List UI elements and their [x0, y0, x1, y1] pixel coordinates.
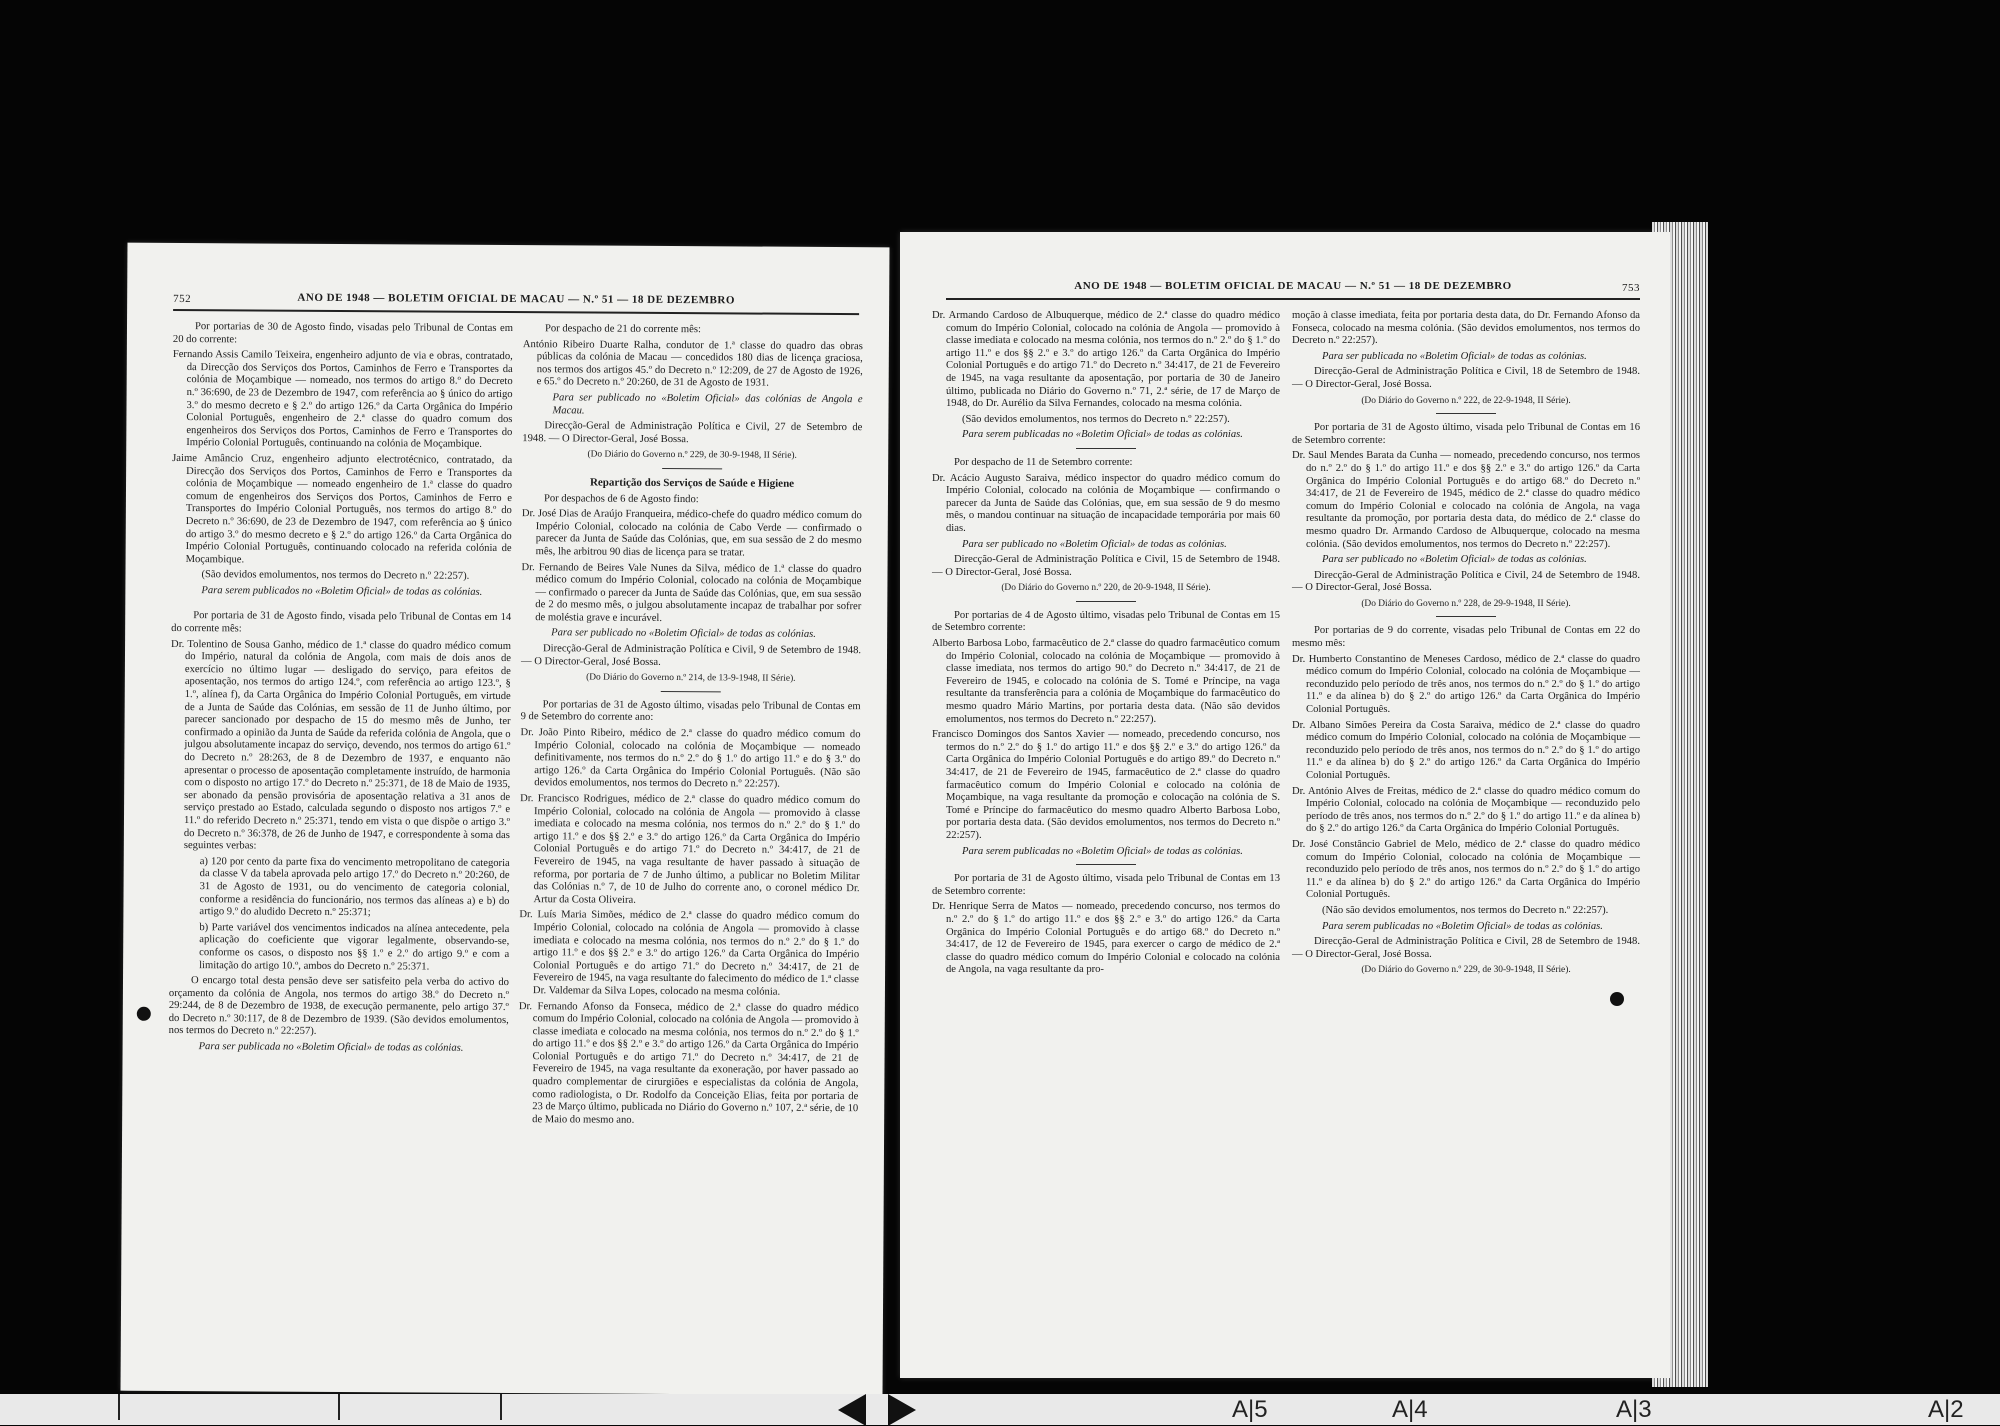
paragraph: Direcção-Geral de Administração Política e Civil, 27 de Setembro de 1948. — O Director-Geral, José Bossa. — [522, 420, 863, 445]
paragraph: Para ser publicado no «Boletim Oficial» de todas as colónias. — [551, 627, 816, 641]
film-tick — [118, 1394, 120, 1420]
paragraph: António Ribeiro Duarte Ralha, condutor de 1.ª classe do quadro das obras públicas da colónia de Macau — concedidos 180 dias de licença graciosa, nos termos dos artigos 45.º do Decreto n.º 12:209, de 27 de Agosto de 1926, e 65.º do Decreto n.º 20:260, de 31 de Agosto de 1931. — [522, 338, 863, 389]
paragraph: Por portaria de 31 de Agosto último, visada pelo Tribunal de Contas em 13 de Setembro corrente: — [932, 873, 1280, 897]
paragraph: Dr. João Pinto Ribeiro, médico de 2.ª classe do quadro médico comum do Império Colonial, colocado na colónia de Moçambique — nomeado definitivamente, nos termos do n.º 2.º do § 1.º do artigo 11.º e do § 3.º do artigo 126.º da Carta Orgânica do Império Colonial Português. (Não são devidos emolumentos, nos termos do Decreto n.º 22:257). — [520, 727, 861, 791]
paragraph: Para ser publicada no «Boletim Oficial» de todas as colónias. — [198, 1041, 464, 1054]
paragraph: Francisco Domingos dos Santos Xavier — nomeado, precedendo concurso, nos termos do n.º 2.º do § 1.º do artigo 11.º e dos §§ 2.º e 3.º do artigo 126.º da Carta Orgânica do Império Colonial Português e do artigo 89.º do Decreto n.º 34:417, de 21 de Fevereiro de 1945, farmacêutico de 2.ª classe do quadro farmacêutico comum do Império Colonial e colocado na colónia de Moçambique, na vaga resultante da promoção e colocação na colónia de S. Tomé e Príncipe do farmacêutico do mesmo quadro Alberto Barbosa Lobo, por portaria desta data. (São devidos emolumentos, nos termos do Decreto n.º 22:257). — [932, 729, 1280, 841]
paragraph: Dr. António Alves de Freitas, médico de 2.ª classe do quadro médico comum do Império Colonial, colocado na colónia de Moçambique — reconduzido pelo período de três anos, nos termos do n.º 2.º do § 1.º do artigo 11.º e da alínea b) do § 2.º do artigo 126.º da Carta Orgânica do Império Colonial Português. — [1292, 785, 1640, 835]
paragraph: Por portaria de 31 de Agosto último, visada pelo Tribunal de Contas em 16 de Setembro corrente: — [1292, 422, 1640, 446]
paragraph: (Do Diário do Governo n.º 214, de 13-9-1948, II Série). — [586, 672, 796, 685]
paragraph: Por portarias de 30 de Agosto findo, visadas pelo Tribunal de Contas em 20 do corrente: — [172, 321, 514, 345]
paragraph: Dr. Tolentino de Sousa Ganho, médico de 1.ª classe do quadro médico comum do Império, natural da colónia de Angola, com mais de dois anos de exercício no último lugar — desligado do serviço, para efeitos de aposentação, nos termos do artigo 124.º, com referência ao artigo 123.º, § 1.º, alínea f), da Carta Orgânica do Império Colonial Português, em virtude de a Junta de Saúde das Colónias, em sessão de 11 de Junho último, por parecer sancionado por despacho de 15 do mesmo mês de Junho, ter confirmado a opinião da Junta de Saúde da referida colónia de Angola, que o julgou absolutamente incapaz do serviço, devendo, nos termos do artigo 61.º do Decreto n.º 28:263, de 8 de Dezembro de 1937, e enquanto não apresentar o processo de aposentação completamente instruído, de harmonia com o disposto no artigo 17.º do Decreto n.º 25:371, de 18 de Maio de 1935, ser abonado da pensão provisória de aposentação relativa a 31 anos de serviço prestado ao Estado, calculada segundo o disposto nos artigos 7.º e 11.º do referido Decreto n.º 25:371, tendo em vista o que dispõe o artigo 3.º do Decreto n.º 36:378, de 26 de Junho de 1947, e correspondente à soma das seguintes verbas: — [171, 638, 512, 852]
section-rule — [662, 468, 722, 469]
film-mark: A|4 — [1392, 1396, 1428, 1423]
header-title: ANO DE 1948 — BOLETIM OFICIAL DE MACAU — N.º 51 — 18 DE DEZEMBRO — [1074, 280, 1512, 292]
paragraph: a) 120 por cento da parte fixa do vencimento metropolitano de categoria da classe V da tabela aprovada pelo artigo 17.º do Decreto n.º 20:260, de 31 de Agosto de 1931, ou do vencimento de categoria colonial, conforme a residência do funcionário, nos termos das alíneas a) e b) do artigo 9.º do aludido Decreto n.º 25:371; — [199, 855, 510, 919]
section-rule — [661, 691, 721, 692]
section-rule — [1436, 413, 1496, 414]
paragraph: Dr. Armando Cardoso de Albuquerque, médico de 2.ª classe do quadro médico comum do Império Colonial, colocado na colónia de Angola — promovido à classe imediata e colocado na mesma colónia, nos termos do n.º 2.º do § 1.º do artigo 11.º e dos §§ 2.º e 3.º do artigo 126.º da Carta Orgânica do Império Colonial Português e do artigo 71.º do Decreto n.º 34:417, de 21 de Fevereiro de 1945, na vaga resultante da aposentação, por portaria de 30 de Janeiro último, publicada no Diário do Governo n.º 71, 2.ª série, de 17 de Março de 1948, do Dr. Aurélio da Silva Fernandes, colocado na mesma colónia. — [932, 310, 1280, 410]
paragraph: Dr. Henrique Serra de Matos — nomeado, precedendo concurso, nos termos do n.º 2.º do § 1.º do artigo 11.º e dos §§ 2.º e 3.º do artigo 126.º da Carta Orgânica do Império Colonial Português e do artigo 68.º do Decreto n.º 34:417, de 12 de Fevereiro de 1945, para exercer o cargo de médico de 2.ª classe do quadro médico comum do Império Colonial e colocado na colónia de Angola, na vaga resultante da pro- — [932, 901, 1280, 976]
paragraph: Por despachos de 6 de Agosto findo: — [543, 492, 699, 505]
paragraph: (Do Diário do Governo n.º 228, de 29-9-1948, II Série). — [1361, 598, 1571, 609]
paragraph: Jaime Amâncio Cruz, engenheiro adjunto electrotécnico, contratado, da Direcção dos Serviços dos Portos, Caminhos de Ferro e Transportes da colónia de Moçambique — nomeado engenheiro de 1.ª classe do quadro comum de engenheiros dos Serviços dos Portos, Caminhos de Ferro e Transportes do Império Colonial Português, nos termos do artigo 8.º do Decreto n.º 36:690, de 23 de Dezembro de 1947, com referência ao § único do artigo 3.º do mesmo decreto e § 2.º do artigo 126.º da Carta Orgânica do Império Colonial Português, continuando colocado na referida colónia de Moçambique. — [172, 452, 513, 566]
film-arrow-left — [838, 1394, 866, 1426]
microfilm-strip — [0, 1394, 2000, 1425]
paragraph: (São devidos emolumentos, nos termos do Decreto n.º 22:257). — [201, 569, 470, 583]
paragraph: Dr. José Dias de Araújo Franqueira, médico-chefe do quadro médico comum do Império Colonial, colocado na colónia de Cabo Verde — confirmado o parecer da Junta de Saúde das Colónias, que, em sua sessão de 2 do mesmo mês, lhe arbitrou 90 dias de licença para se tratar. — [521, 508, 862, 559]
paragraph: Direcção-Geral de Administração Política e Civil, 18 de Setembro de 1948. — O Director-Geral, José Bossa. — [1292, 366, 1640, 390]
paragraph: Para serem publicadas no «Boletim Oficial» de todas as colónias. — [962, 429, 1243, 441]
paragraph: Dr. Saul Mendes Barata da Cunha — nomeado, precedendo concurso, nos termos do n.º 2.º do § 1.º do artigo 11.º e dos §§ 2.º e 3.º do artigo 126.º da Carta Orgânica do Império Colonial Português e do artigo 68.º do Decreto n.º 34:417, de 21 de Fevereiro de 1945, médico de 2.ª classe do quadro médico comum do Império Colonial e colocado na colónia de Angola, na vaga resultante da promoção, por portaria desta data, do médico de 2.ª classe do mesmo quadro Dr. Armando Cardoso de Albuquerque, colocado na mesma colónia. (São devidos emolumentos, nos termos do Decreto n.º 22:257). — [1292, 450, 1640, 550]
paragraph: Por despacho de 11 de Setembro corrente: — [954, 456, 1133, 468]
paragraph: Por portarias de 4 de Agosto último, visadas pelo Tribunal de Contas em 15 de Setembro corrente: — [932, 609, 1280, 634]
paragraph: Dr. Albano Simões Pereira da Costa Saraiva, médico de 2.ª classe do quadro médico comum do Império Colonial, colocado na colónia de Moçambique — reconduzido pelo período de três anos, nos termos do n.º 2.º do § 1.º do artigo 11.º e da alínea b) do § 2.º do artigo 126.º da Carta Orgânica do Império Colonial Português. — [1292, 719, 1640, 781]
column-2 — [518, 323, 863, 1131]
paragraph: O encargo total desta pensão deve ser satisfeito pela verba do activo do orçamento da colónia de Angola, nos termos do artigo 38.º do Decreto n.º 29:244, de 8 de Dezembro de 1938, de execução permanente, pelo artigo 37.º do Decreto n.º 30:117, de 8 de Dezembro de 1939. (São devidos emolumentos, nos termos do Decreto n.º 22:257). — [168, 975, 510, 1038]
paragraph: b) Parte variável dos vencimentos indicados na alínea antecedente, pela aplicação do coeficiente que vigorar legalmente, observando-se, conforme os casos, o disposto nos §§ 1.º e 2.º do artigo 9.º e com a limitação do artigo 10.º, ambos do Decreto n.º 25:371. — [199, 921, 510, 973]
column-1 — [932, 310, 1280, 980]
paragraph: Para ser publicada no «Boletim Oficial» de todas as colónias. — [1322, 350, 1587, 362]
paragraph: (Do Diário do Governo n.º 220, de 20-9-1948, II Série). — [1001, 583, 1211, 594]
paragraph: Para ser publicado no «Boletim Oficial» de todas as colónias. — [962, 538, 1227, 550]
paragraph: Dr. Fernando de Beires Vale Nunes da Silva, médico de 1.ª classe do quadro médico comum do Império Colonial, colocado na colónia de Moçambique — confirmado o parecer da Junta de Saúde das Colónias, que, em sua sessão de 2 do mesmo mês, o julgou absolutamente incapaz de trabalhar por sofrer de moléstia grave e incurável. — [521, 561, 862, 624]
paragraph: Para serem publicados no «Boletim Oficial» de todas as colónias. — [201, 585, 483, 598]
page-number: 753 — [1622, 282, 1640, 294]
paragraph: Por portaria de 31 de Agosto findo, visada pelo Tribunal de Contas em 14 do corrente mês: — [171, 610, 512, 635]
paragraph: Repartição dos Serviços de Saúde e Higiene — [589, 476, 795, 490]
column-1 — [169, 321, 513, 1059]
column-2 — [1292, 310, 1640, 983]
binding-hole — [137, 1007, 151, 1021]
binding-hole — [1610, 992, 1624, 1006]
paragraph: Dr. Fernando Afonso da Fonseca, médico de 2.ª classe do quadro médico comum do Império Colonial, colocado na colónia de Angola — promovido à classe imediata e colocado na mesma colónia, nos termos do n.º 2.º do § 1.º do artigo 11.º e dos §§ 2.º e 3.º do artigo 126.º da Carta Orgânica do Império Colonial Português e do artigo 71.º do Decreto n.º 34:417, de 21 de Fevereiro de 1945, na vaga resultante da exoneração, por haver passado ao quadro complementar de cirurgiões e especialistas da colónia de Angola, como radiologista, o Dr. Rodolfo da Conceição Elias, feita por portaria de 23 de Março último, publicada no Diário do Governo n.º 107, 2.ª série, de 10 de Maio do mesmo ano. — [518, 1000, 859, 1126]
paragraph: Dr. Acácio Augusto Saraiva, médico inspector do quadro médico comum do Império Colonial, colocado na colónia de Moçambique — confirmando o parecer da Junta de Saúde das Colónias, que, em sua sessão de 9 do mesmo mês, o mandou continuar na situação de incapacidade temporária por mais 60 dias. — [932, 472, 1280, 534]
paragraph: moção à classe imediata, feita por portaria desta data, do Dr. Fernando Afonso da Fonseca, colocado na mesma colónia. (São devidos emolumentos, nos termos do Decreto n.º 22:257). — [1292, 310, 1640, 347]
section-rule — [1436, 616, 1496, 617]
film-mark: A|5 — [1232, 1396, 1268, 1423]
paragraph: Dr. Francisco Rodrigues, médico de 2.ª classe do quadro médico comum do Império Colonial, colocado na colónia de Angola — promovido à classe imediata e colocado na mesma colónia, nos termos do n.º 2.º do § 1.º do artigo 11.º e dos §§ 2.º e 3.º do artigo 126.º da Carta Orgânica do Império Colonial Português e do artigo 71.º do Decreto n.º 34:417, de 21 de Fevereiro de 1945, na vaga resultante de haver passado à situação de reforma, por portaria de 7 de Junho último, a publicar no Boletim Militar das Colónias n.º 7, de 10 de Julho do corrente ano, o coronel médico Dr. Artur da Costa Oliveira. — [520, 793, 861, 906]
left-page — [121, 243, 890, 1396]
paragraph: Alberto Barbosa Lobo, farmacêutico de 2.ª classe do quadro farmacêutico comum do Império Colonial, colocado na colónia de Moçambique — promovido à classe imediata, nos termos do artigo 90.º do Decreto n.º 34:417, de 21 de Fevereiro de 1945, e colocado na colónia de S. Tomé e Príncipe, na vaga resultante da transferência para a colónia de Moçambique do farmacêutico do mesmo quadro Mário Martins, por portaria desta data. (Não são devidos emolumentos, nos termos do Decreto n.º 22:257). — [932, 638, 1280, 725]
film-tick — [338, 1394, 340, 1420]
paragraph: (Do Diário do Governo n.º 229, de 30-9-1948, II Série). — [587, 449, 797, 462]
section-rule — [1076, 448, 1136, 449]
film-mark: A|2 — [1928, 1396, 1964, 1423]
paragraph: (Do Diário do Governo n.º 222, de 22-9-1948, II Série). — [1361, 395, 1571, 406]
paragraph: (Não são devidos emolumentos, nos termos do Decreto n.º 22:257). — [1322, 904, 1609, 916]
header-title: ANO DE 1948 — BOLETIM OFICIAL DE MACAU — N.º 51 — 18 DE DEZEMBRO — [297, 291, 735, 307]
paragraph: Para serem publicadas no «Boletim Oficial» de todas as colónias. — [1322, 920, 1603, 932]
section-rule — [1076, 864, 1136, 865]
paragraph: Direcção-Geral de Administração Política e Civil, 24 de Setembro de 1948. — O Director-Geral, José Bossa. — [1292, 569, 1640, 594]
paragraph: (São devidos emolumentos, nos termos do Decreto n.º 22:257). — [962, 413, 1230, 425]
paragraph: Direcção-Geral de Administração Política e Civil, 15 de Setembro de 1948. — O Director-Geral, José Bossa. — [932, 554, 1280, 578]
paragraph: Dr. Luís Maria Simões, médico de 2.ª classe do quadro médico comum do Império Colonial, colocado na colónia de Angola — promovido à classe imediata e colocado na mesma colónia, nos termos do n.º 2.º do § 1.º do artigo 11.º e dos §§ 2.º e 3.º do artigo 126.º da Carta Orgânica do Império Colonial Português e do artigo 71.º do Decreto n.º 34:417, de 21 de Fevereiro de 1945, na vaga resultante do falecimento do médico de 1.ª classe Dr. Valdemar da Silva Lopes, colocado na mesma colónia. — [519, 909, 860, 998]
film-mark: A|3 — [1616, 1396, 1652, 1423]
paragraph: (Do Diário do Governo n.º 229, de 30-9-1948, II Série). — [1361, 965, 1571, 976]
paragraph: Fernando Assis Camilo Teixeira, engenheiro adjunto de via e obras, contratado, da Direcção dos Serviços dos Portos, Caminhos de Ferro e Transportes da colónia de Moçambique — nomeado, nos termos do artigo 8.º do Decreto n.º 36:690, de 23 de Dezembro de 1947, com referência ao § único do artigo 3.º do mesmo decreto e § 2.º do artigo 126.º da Carta Orgânica do Império Colonial Português, engenheiro de 2.ª classe do quadro comum dos engenheiros dos Serviços dos Portos, Caminhos de Ferro e Transportes do Império Colonial Português, continuando na colónia de Moçambique. — [172, 349, 513, 451]
running-header — [946, 280, 1640, 300]
section-rule — [1076, 601, 1136, 602]
paragraph: Dr. José Constâncio Gabriel de Melo, médico de 2.ª classe do quadro médico comum do Império Colonial, colocado na colónia de Moçambique — reconduzido pelo período de três anos, nos termos do n.º 2.º do § 1.º do artigo 11.º e da alínea b) do § 2.º do artigo 126.º da Carta Orgânica do Império Colonial Português. — [1292, 838, 1640, 901]
running-header — [173, 291, 859, 315]
paragraph: Direcção-Geral de Administração Política e Civil, 28 de Setembro de 1948. — O Director-Geral, José Bossa. — [1292, 936, 1640, 960]
film-arrow-right — [888, 1394, 916, 1426]
paragraph: Para ser publicado no «Boletim Oficial» das colónias de Angola e Macau. — [552, 392, 863, 417]
film-tick — [500, 1394, 502, 1420]
right-page — [900, 232, 1670, 1378]
paragraph: Direcção-Geral de Administração Política e Civil, 9 de Setembro de 1948. — O Director-Geral, José Bossa. — [520, 643, 862, 668]
paragraph: Por portarias de 31 de Agosto último, visadas pelo Tribunal de Contas em 9 de Setembro do corrente ano: — [520, 699, 861, 724]
paragraph: Por portarias de 9 do corrente, visadas pelo Tribunal de Contas em 22 do mesmo mês: — [1292, 625, 1640, 650]
paragraph: Para serem publicadas no «Boletim Oficial» de todas as colónias. — [962, 845, 1243, 857]
paragraph: Por despacho de 21 do corrente mês: — [544, 323, 701, 336]
page-number: 752 — [173, 292, 192, 306]
paragraph: Para ser publicado no «Boletim Oficial» de todas as colónias. — [1322, 554, 1587, 566]
paragraph: Dr. Humberto Constantino de Meneses Cardoso, médico de 2.ª classe do quadro médico comum do Império Colonial, colocado na colónia de Moçambique — reconduzido pelo período de três anos, nos termos do n.º 2.º do § 1.º do artigo 11.º e da alínea b) do § 2.º do artigo 126.º da Carta Orgânica do Império Colonial Português. — [1292, 653, 1640, 716]
